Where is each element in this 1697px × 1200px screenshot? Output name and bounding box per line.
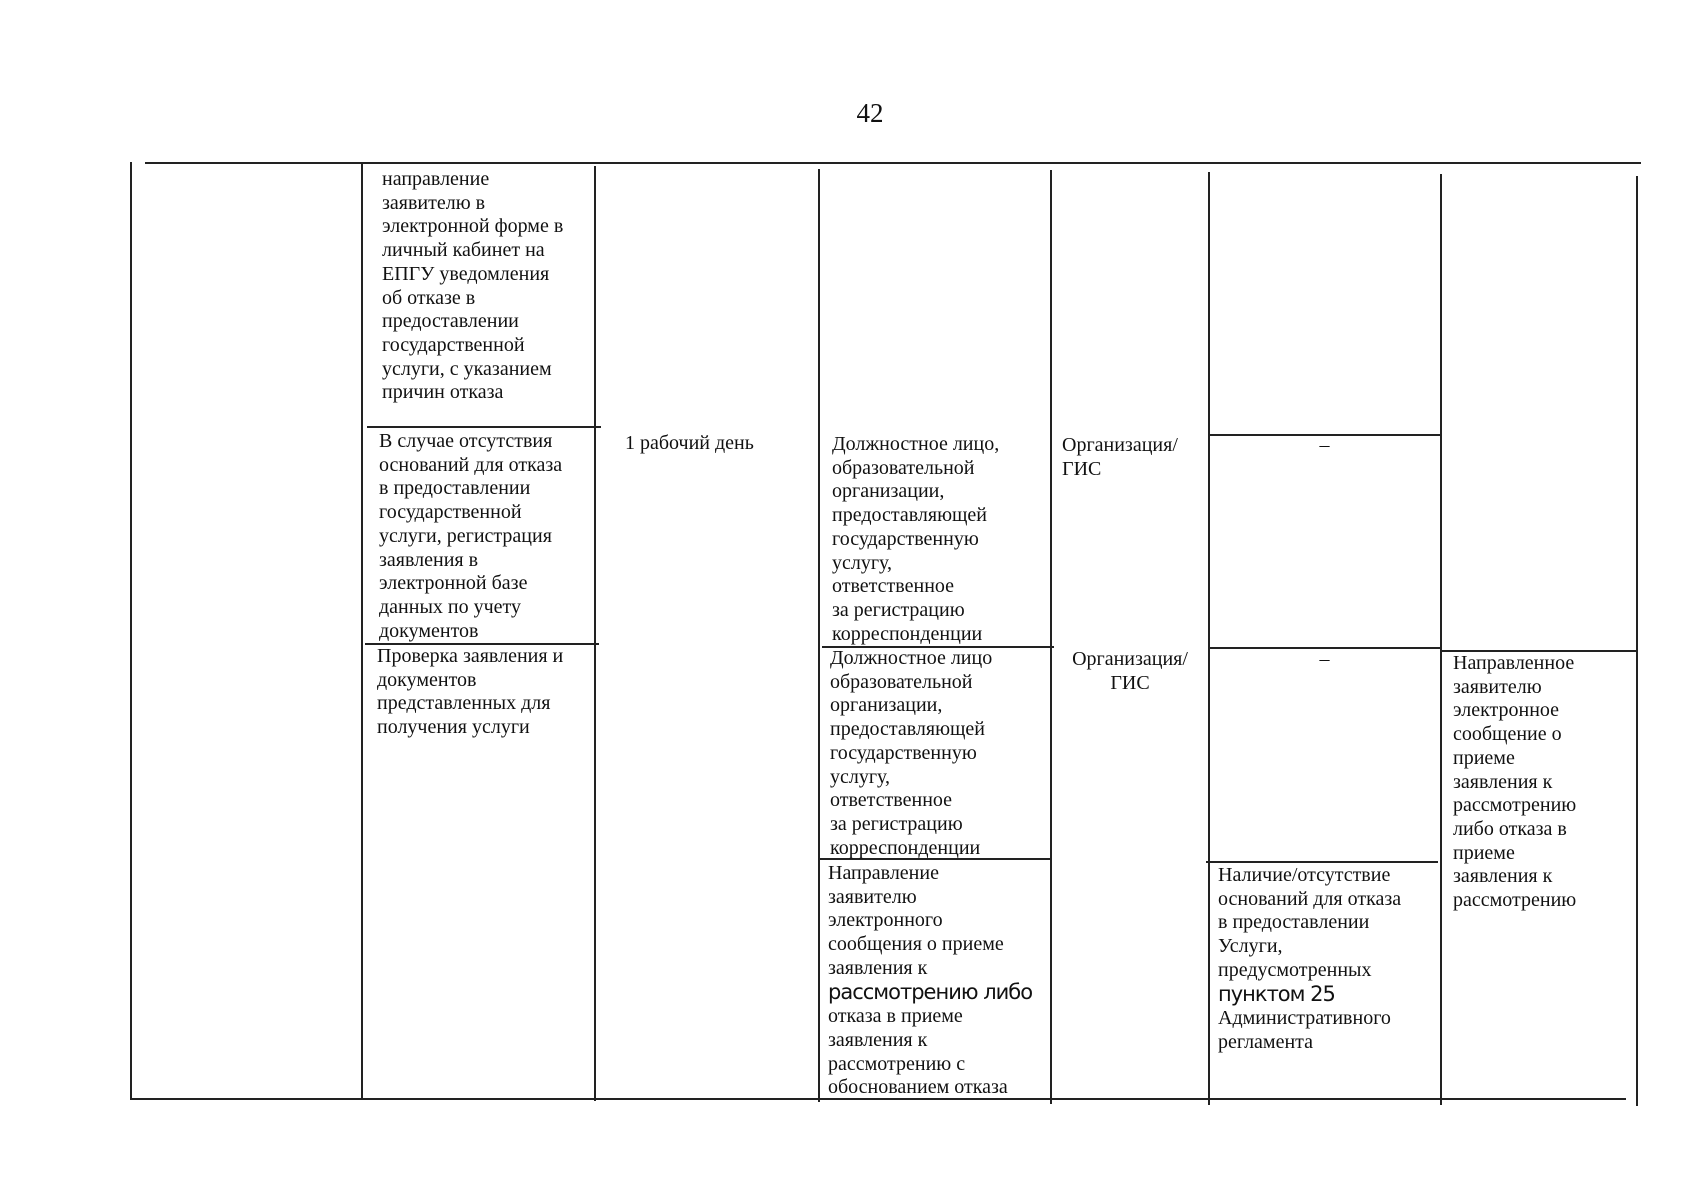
col-divider-6: [1440, 174, 1442, 1105]
send-message-text-2: рассмотрению либо: [828, 979, 1033, 1004]
send-message-text-1: Направление заявителю электронного сообщения о приеме заявления к: [828, 862, 1004, 979]
table-top-border: [145, 162, 1641, 164]
table-right-border: [1636, 176, 1638, 1106]
criteria-text-2: пунктом 25: [1218, 981, 1335, 1006]
cell-responsible-check: Должностное лицо образовательной организации, предоставляющей государственную услугу, ответственное за регистрацию корреспонденции: [830, 647, 993, 859]
cell-result-check: Направленное заявителю электронное сообщение о приеме заявления к рассмотрению либо отказа в приеме заявления к рассмотрению: [1453, 652, 1577, 912]
cell-action-registration: В случае отсутствия оснований для отказа в предоставлении государственной услуги, регистрация заявления в электронной базе данных по учету документов: [379, 430, 563, 642]
row-divider-action-1: [367, 426, 601, 428]
send-message-text-3: отказа в приеме заявления к рассмотрению с обоснованием отказа: [828, 1005, 1008, 1099]
col-divider-4: [1050, 170, 1052, 1104]
col-divider-5: [1208, 172, 1210, 1105]
cell-place-registration: Организация/ ГИС: [1062, 434, 1178, 480]
cell-responsible-send-message: [828, 862, 1043, 1100]
cell-action-check: Проверка заявления и документов представленных для получения услуги: [377, 645, 564, 739]
cell-criteria-send-message: [1218, 864, 1438, 1055]
criteria-text-3: Административного регламента: [1218, 1007, 1391, 1053]
cell-place-check: Организация/ ГИС: [1072, 648, 1188, 694]
row-divider-criteria-2: [1206, 861, 1438, 863]
col-divider-1: [361, 164, 363, 1098]
cell-responsible-registration: Должностное лицо, образовательной организации, предоставляющей государственную услугу, ответственное за регистрацию корреспонденции: [832, 433, 1000, 645]
cell-deadline: 1 рабочий день: [625, 432, 754, 454]
criteria-text-1: Наличие/отсутствие оснований для отказа в предоставлении Услуги, предусмотренных: [1218, 864, 1402, 981]
col-divider-3: [818, 169, 820, 1102]
cell-criteria-registration: –: [1319, 434, 1330, 456]
table-left-border: [130, 162, 132, 1099]
page-number: 42: [856, 98, 884, 128]
cell-criteria-check: –: [1319, 648, 1330, 670]
cell-action-notify-refusal: направление заявителю в электронной форме в личный кабинет на ЕПГУ уведомления об отказе в предоставлении государственной услуги, с указанием причин отказа: [382, 168, 564, 404]
col-divider-2: [594, 166, 596, 1101]
